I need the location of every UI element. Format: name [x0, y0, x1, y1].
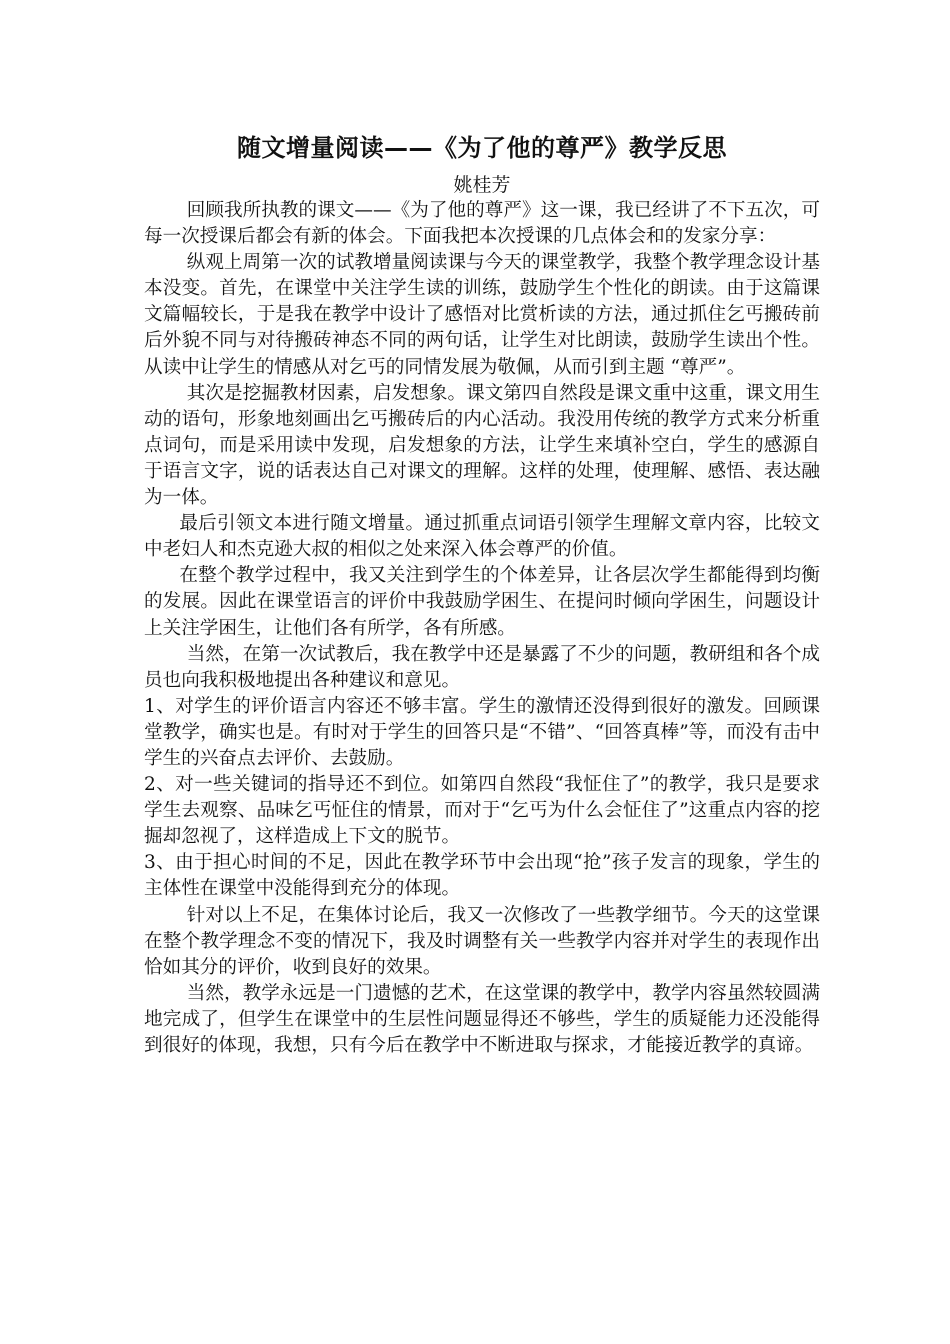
document-page — [144, 130, 820, 1059]
paragraph-problems-intro: 当然，在第一次试教后，我在教学中还是暴露了不少的问题，教研组和各个成员也向我积极地提出各种建议和意见。 — [144, 643, 820, 691]
paragraph-intro: 回顾我所执教的课文——《为了他的尊严》这一课，我已经讲了不下五次，可每一次授课后都会有新的体会。下面我把本次授课的几点体会和的发家分享： — [144, 200, 820, 248]
paragraph-increment: 最后引领文本进行随文增量。通过抓重点词语引领学生理解文章内容，比较文中老妇人和杰克逊大叔的相似之处来深入体会尊严的价值。 — [144, 513, 820, 561]
document-author: 姚桂芳 — [453, 174, 511, 196]
document-body — [144, 198, 820, 1059]
paragraph-improvements: 针对以上不足，在集体讨论后，我又一次修改了一些教学细节。今天的这堂课在整个教学理念不变的情况下，我及时调整有关一些教学内容并对学生的表现作出恰如其分的评价，收到良好的效果。 — [144, 904, 820, 978]
document-title: 随文增量阅读——《为了他的尊严》教学反思 — [237, 134, 727, 162]
paragraph-reading: 纵观上周第一次的试教增量阅读课与今天的课堂教学，我整个教学理念设计基本没变。首先，在课堂中关注学生读的训练，鼓励学生个性化的朗读。由于这篇课文篇幅较长，于是我在教学中设计了感悟对比赏析读的方法，通过抓住乞丐搬砖前后外貌不同与对待搬砖神态不同的两句话，让学生对比朗读，鼓励学生读出个性。从读中让学生的情感从对乞丐的同情发展为敬佩，从而引到主题 “尊严”。 — [144, 252, 820, 378]
paragraph-conclusion: 当然，教学永远是一门遗憾的艺术，在这堂课的教学中，教学内容虽然较圆满地完成了，但学生在课堂中的生层性问题显得还不够些，学生的质疑能力还没能得到很好的体现，我想，只有今后在教学中不断进取与探求，才能接近教学的真谛。 — [144, 982, 820, 1056]
paragraph-problem-1: 1、对学生的评价语言内容还不够丰富。学生的激情还没得到很好的激发。回顾课堂教学，确实也是。有时对于学生的回答只是“不错”、“回答真棒”等，而没有击中学生的兴奋点去评价、去鼓励。 — [144, 695, 820, 769]
paragraph-imagination: 其次是挖掘教材因素，启发想象。课文第四自然段是课文重中这重，课文用生动的语句，形象地刻画出乞丐搬砖后的内心活动。我没用传统的教学方式来分析重点词句，而是采用读中发现，启发想象的方法，让学生来填补空白，学生的感源自于语言文字，说的话表达自己对课文的理解。这样的处理，使理解、感悟、表达融为一体。 — [144, 382, 820, 509]
paragraph-problem-2: 2、对一些关键词的指导还不到位。如第四自然段“我怔住了”的教学，我只是要求学生去观察、品味乞丐怔住的情景，而对于“乞丐为什么会怔住了”这重点内容的挖掘却忽视了，这样造成上下文的脱节。 — [144, 774, 820, 848]
paragraph-problem-3: 3、由于担心时间的不足，因此在教学环节中会出现“抢”孩子发言的现象，学生的主体性在课堂中没能得到充分的体现。 — [144, 852, 820, 900]
paragraph-differences: 在整个教学过程中，我又关注到学生的个体差异，让各层次学生都能得到均衡的发展。因此在课堂语言的评价中我鼓励学困生、在提问时倾向学困生，问题设计上关注学困生，让他们各有所学，各有所感。 — [144, 565, 820, 639]
